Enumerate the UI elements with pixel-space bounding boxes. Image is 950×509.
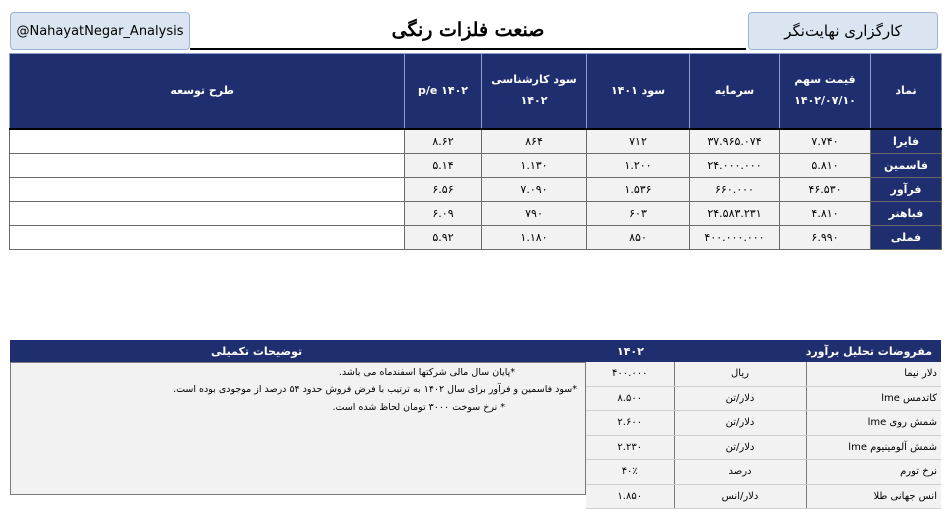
table-row xyxy=(586,411,941,436)
brand-box xyxy=(748,12,938,50)
plan-cell xyxy=(10,154,405,178)
expert-profit-cell: ۷۹۰ xyxy=(482,202,587,226)
table-row xyxy=(586,460,941,485)
plan-cell xyxy=(10,226,405,250)
price-cell: ۶.۹۹۰ xyxy=(780,226,871,250)
table-row xyxy=(10,154,942,178)
assumptions-table xyxy=(586,362,941,509)
assumptions-title: مفروضات تحلیل برآورد xyxy=(805,344,932,358)
symbol-cell: فایرا xyxy=(871,129,942,154)
col-expert-profit: سود کارشناسی ۱۴۰۲ xyxy=(482,54,587,130)
assumption-unit: دلار/تن xyxy=(674,411,806,436)
capital-cell: ۶۶۰.۰۰۰ xyxy=(690,178,780,202)
table-row xyxy=(586,362,941,386)
table-row xyxy=(10,226,942,250)
symbol-cell: فباهنر xyxy=(871,202,942,226)
assumption-unit: ریال xyxy=(674,362,806,386)
assumption-label: نرخ تورم xyxy=(806,460,941,485)
page-title: صنعت فلزات رنگی xyxy=(190,12,746,50)
expert-profit-cell: ۷.۰۹۰ xyxy=(482,178,587,202)
assumption-value: ۴۰۰.۰۰۰ xyxy=(586,362,674,386)
capital-cell: ۴۰۰.۰۰۰.۰۰۰ xyxy=(690,226,780,250)
col-pe: p/e ۱۴۰۲ xyxy=(405,54,482,130)
brand-text: کارگزاری نهایت‌نگر xyxy=(784,22,902,40)
plan-cell xyxy=(10,202,405,226)
col-symbol: نماد xyxy=(871,54,942,130)
table-row xyxy=(586,435,941,460)
assumption-value: ۲.۲۳۰ xyxy=(586,435,674,460)
assumption-label: دلار نیما xyxy=(806,362,941,386)
notes-body xyxy=(10,362,586,495)
note-item: *سود فاسمین و فرآور برای سال ۱۴۰۲ به ترتیب با فرض فروش حدود ۵۴ درصد از موجودی بوده است. xyxy=(173,384,577,396)
col-capital: سرمایه xyxy=(690,54,780,130)
note-item: *پایان سال مالی شرکتها اسفندماه می باشد. xyxy=(338,367,515,378)
capital-cell: ۲۴.۵۸۳.۲۳۱ xyxy=(690,202,780,226)
symbol-cell: فاسمین xyxy=(871,154,942,178)
assumption-unit: دلار/تن xyxy=(674,435,806,460)
price-cell: ۵.۸۱۰ xyxy=(780,154,871,178)
assumptions-header xyxy=(586,340,941,362)
price-cell: ۴۶.۵۳۰ xyxy=(780,178,871,202)
assumptions-year: ۱۴۰۲ xyxy=(617,344,644,358)
assumption-unit: دلار/انس xyxy=(674,484,806,509)
assumption-label: شمش آلومینیوم lme xyxy=(806,435,941,460)
profit-1401-cell: ۷۱۲ xyxy=(587,129,690,154)
symbol-cell: فملی xyxy=(871,226,942,250)
plan-cell xyxy=(10,129,405,154)
assumption-value: ۴۰٪ xyxy=(586,460,674,485)
assumption-value: ۱.۸۵۰ xyxy=(586,484,674,509)
assumption-unit: درصد xyxy=(674,460,806,485)
pe-cell: ۸.۶۲ xyxy=(405,129,482,154)
table-row xyxy=(586,386,941,411)
pe-cell: ۵.۱۴ xyxy=(405,154,482,178)
capital-cell: ۲۴.۰۰۰.۰۰۰ xyxy=(690,154,780,178)
capital-cell: ۳۷.۹۶۵.۰۷۴ xyxy=(690,129,780,154)
handle-text: @NahayatNegar_Analysis xyxy=(16,23,184,39)
assumption-value: ۸.۵۰۰ xyxy=(586,386,674,411)
assumption-label: کاتدمس lme xyxy=(806,386,941,411)
table-row xyxy=(10,129,942,154)
pe-cell: ۵.۹۲ xyxy=(405,226,482,250)
pe-cell: ۶.۰۹ xyxy=(405,202,482,226)
expert-profit-cell: ۱.۱۳۰ xyxy=(482,154,587,178)
table-row xyxy=(10,178,942,202)
profit-1401-cell: ۸۵۰ xyxy=(587,226,690,250)
col-plan: طرح توسعه xyxy=(10,54,405,130)
symbol-cell: فرآور xyxy=(871,178,942,202)
assumption-value: ۲.۶۰۰ xyxy=(586,411,674,436)
table-row xyxy=(586,484,941,509)
companies-table xyxy=(9,53,942,250)
col-profit-1401: سود ۱۴۰۱ xyxy=(587,54,690,130)
assumption-label: انس جهانی طلا xyxy=(806,484,941,509)
notes-header: توضیحات تکمیلی xyxy=(10,340,586,362)
pe-cell: ۶.۵۶ xyxy=(405,178,482,202)
handle-box xyxy=(10,12,190,50)
profit-1401-cell: ۱.۲۰۰ xyxy=(587,154,690,178)
assumption-label: شمش روی lme xyxy=(806,411,941,436)
price-cell: ۷.۷۴۰ xyxy=(780,129,871,154)
assumption-unit: دلار/تن xyxy=(674,386,806,411)
price-cell: ۴.۸۱۰ xyxy=(780,202,871,226)
profit-1401-cell: ۱.۵۳۶ xyxy=(587,178,690,202)
col-price: قیمت سهم ۱۴۰۲/۰۷/۱۰ xyxy=(780,54,871,130)
note-item: * نرخ سوخت ۳۰۰۰ تومان لحاظ شده است. xyxy=(332,401,505,413)
table-row xyxy=(10,202,942,226)
expert-profit-cell: ۸۶۴ xyxy=(482,129,587,154)
expert-profit-cell: ۱.۱۸۰ xyxy=(482,226,587,250)
plan-cell xyxy=(10,178,405,202)
profit-1401-cell: ۶۰۳ xyxy=(587,202,690,226)
